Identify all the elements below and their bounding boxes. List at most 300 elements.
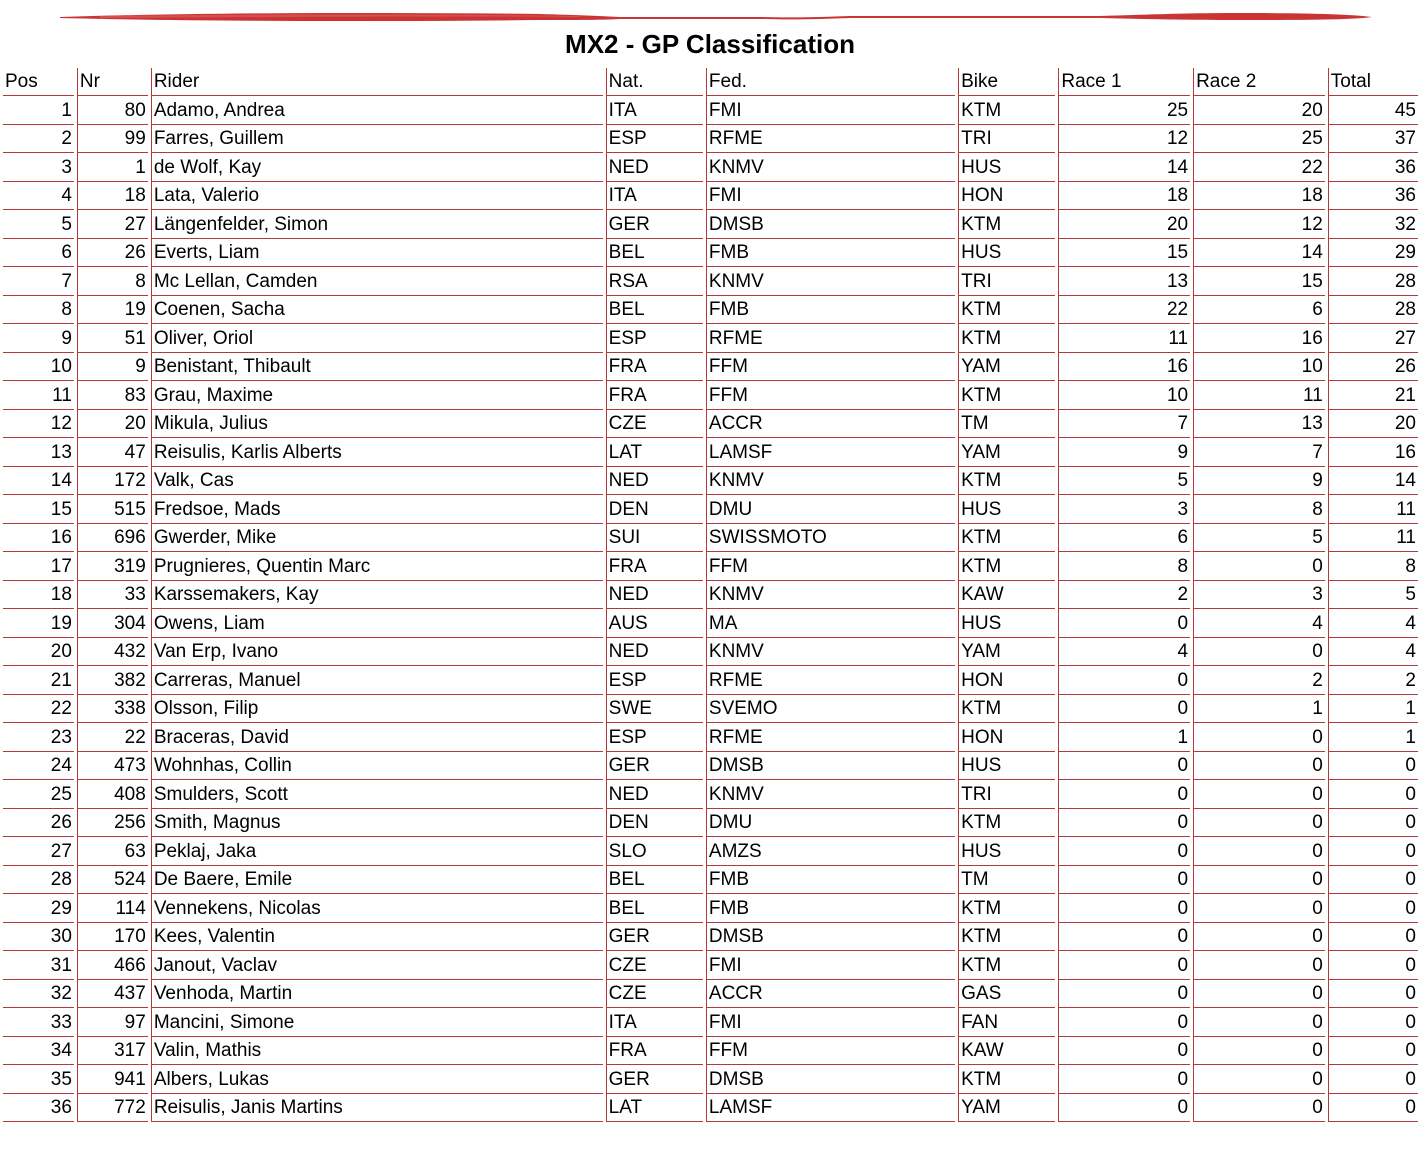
cell-race2: 5 — [1193, 524, 1325, 553]
cell-nr: 338 — [77, 695, 148, 724]
cell-nr: 33 — [77, 581, 148, 610]
cell-fed: SVEMO — [706, 695, 955, 724]
cell-rider: Peklaj, Jaka — [151, 837, 603, 866]
cell-bike: HUS — [958, 153, 1055, 182]
cell-bike: TRI — [958, 267, 1055, 296]
cell-nr: 97 — [77, 1008, 148, 1037]
cell-bike: FAN — [958, 1008, 1055, 1037]
cell-total: 0 — [1328, 809, 1418, 838]
cell-pos: 22 — [3, 695, 74, 724]
cell-pos: 5 — [3, 210, 74, 239]
cell-total: 0 — [1328, 894, 1418, 923]
cell-pos: 36 — [3, 1094, 74, 1123]
cell-nat: SUI — [606, 524, 703, 553]
cell-fed: SWISSMOTO — [706, 524, 955, 553]
cell-race1: 0 — [1058, 923, 1190, 952]
cell-race1: 18 — [1058, 182, 1190, 211]
cell-fed: KNMV — [706, 780, 955, 809]
cell-bike: KTM — [958, 809, 1055, 838]
table-row — [3, 125, 1418, 154]
cell-rider: Adamo, Andrea — [151, 96, 603, 125]
table-row — [3, 837, 1418, 866]
cell-race1: 22 — [1058, 296, 1190, 325]
cell-pos: 16 — [3, 524, 74, 553]
cell-rider: Benistant, Thibault — [151, 353, 603, 382]
cell-race2: 7 — [1193, 438, 1325, 467]
cell-bike: HON — [958, 666, 1055, 695]
cell-nat: BEL — [606, 239, 703, 268]
cell-nr: 170 — [77, 923, 148, 952]
cell-nat: LAT — [606, 438, 703, 467]
page-title: MX2 - GP Classification — [565, 29, 855, 59]
table-row — [3, 1094, 1418, 1123]
table-row — [3, 581, 1418, 610]
cell-pos: 13 — [3, 438, 74, 467]
table-row — [3, 524, 1418, 553]
cell-pos: 23 — [3, 723, 74, 752]
cell-nat: SLO — [606, 837, 703, 866]
cell-fed: ACCR — [706, 410, 955, 439]
cell-nr: 8 — [77, 267, 148, 296]
cell-nr: 172 — [77, 467, 148, 496]
cell-pos: 30 — [3, 923, 74, 952]
cell-bike: YAM — [958, 1094, 1055, 1123]
cell-race1: 20 — [1058, 210, 1190, 239]
cell-pos: 35 — [3, 1065, 74, 1094]
cell-pos: 28 — [3, 866, 74, 895]
cell-race2: 14 — [1193, 239, 1325, 268]
cell-nat: GER — [606, 1065, 703, 1094]
cell-total: 2 — [1328, 666, 1418, 695]
column-header-nat: Nat. — [606, 68, 703, 96]
cell-rider: Fredsoe, Mads — [151, 495, 603, 524]
cell-pos: 20 — [3, 638, 74, 667]
cell-total: 0 — [1328, 1008, 1418, 1037]
table-row — [3, 666, 1418, 695]
cell-total: 8 — [1328, 552, 1418, 581]
cell-pos: 14 — [3, 467, 74, 496]
cell-race2: 0 — [1193, 1065, 1325, 1094]
cell-bike: YAM — [958, 438, 1055, 467]
cell-race2: 0 — [1193, 837, 1325, 866]
cell-rider: De Baere, Emile — [151, 866, 603, 895]
table-row — [3, 381, 1418, 410]
cell-fed: FMB — [706, 296, 955, 325]
cell-total: 36 — [1328, 182, 1418, 211]
cell-bike: HUS — [958, 609, 1055, 638]
cell-race1: 0 — [1058, 866, 1190, 895]
cell-total: 1 — [1328, 695, 1418, 724]
cell-total: 0 — [1328, 1065, 1418, 1094]
cell-nr: 99 — [77, 125, 148, 154]
cell-race1: 3 — [1058, 495, 1190, 524]
cell-rider: Längenfelder, Simon — [151, 210, 603, 239]
cell-rider: Vennekens, Nicolas — [151, 894, 603, 923]
table-header-row — [3, 68, 1418, 96]
cell-nr: 524 — [77, 866, 148, 895]
cell-nr: 19 — [77, 296, 148, 325]
cell-race1: 7 — [1058, 410, 1190, 439]
cell-total: 21 — [1328, 381, 1418, 410]
table-row — [3, 410, 1418, 439]
cell-bike: KTM — [958, 96, 1055, 125]
cell-race1: 0 — [1058, 1037, 1190, 1066]
cell-bike: HUS — [958, 495, 1055, 524]
cell-fed: FFM — [706, 552, 955, 581]
cell-nr: 18 — [77, 182, 148, 211]
cell-nat: DEN — [606, 495, 703, 524]
column-header-race2: Race 2 — [1193, 68, 1325, 96]
cell-race1: 8 — [1058, 552, 1190, 581]
cell-pos: 18 — [3, 581, 74, 610]
table-row — [3, 182, 1418, 211]
cell-nat: ESP — [606, 723, 703, 752]
cell-fed: ACCR — [706, 980, 955, 1009]
cell-nat: ESP — [606, 324, 703, 353]
cell-pos: 27 — [3, 837, 74, 866]
table-row — [3, 1008, 1418, 1037]
cell-race1: 6 — [1058, 524, 1190, 553]
cell-bike: KTM — [958, 296, 1055, 325]
cell-nr: 256 — [77, 809, 148, 838]
cell-race1: 14 — [1058, 153, 1190, 182]
cell-nat: NED — [606, 153, 703, 182]
cell-rider: Smulders, Scott — [151, 780, 603, 809]
cell-pos: 10 — [3, 353, 74, 382]
cell-nr: 9 — [77, 353, 148, 382]
cell-rider: de Wolf, Kay — [151, 153, 603, 182]
cell-fed: RFME — [706, 723, 955, 752]
cell-race2: 13 — [1193, 410, 1325, 439]
cell-nat: GER — [606, 210, 703, 239]
cell-rider: Kees, Valentin — [151, 923, 603, 952]
cell-bike: TM — [958, 866, 1055, 895]
cell-bike: HUS — [958, 837, 1055, 866]
cell-total: 28 — [1328, 267, 1418, 296]
cell-total: 0 — [1328, 951, 1418, 980]
cell-race1: 13 — [1058, 267, 1190, 296]
cell-bike: KTM — [958, 524, 1055, 553]
cell-pos: 2 — [3, 125, 74, 154]
cell-rider: Wohnhas, Collin — [151, 752, 603, 781]
column-header-fed: Fed. — [706, 68, 955, 96]
cell-race1: 16 — [1058, 353, 1190, 382]
table-row — [3, 296, 1418, 325]
cell-total: 0 — [1328, 837, 1418, 866]
cell-nr: 466 — [77, 951, 148, 980]
cell-nr: 515 — [77, 495, 148, 524]
table-row — [3, 695, 1418, 724]
cell-rider: Oliver, Oriol — [151, 324, 603, 353]
cell-race1: 2 — [1058, 581, 1190, 610]
cell-total: 0 — [1328, 1094, 1418, 1123]
cell-race1: 12 — [1058, 125, 1190, 154]
cell-nat: FRA — [606, 552, 703, 581]
cell-pos: 33 — [3, 1008, 74, 1037]
table-row — [3, 1065, 1418, 1094]
cell-race2: 18 — [1193, 182, 1325, 211]
cell-nat: NED — [606, 581, 703, 610]
cell-fed: DMU — [706, 809, 955, 838]
table-row — [3, 951, 1418, 980]
cell-race2: 0 — [1193, 809, 1325, 838]
cell-race2: 2 — [1193, 666, 1325, 695]
column-header-pos: Pos — [3, 68, 74, 96]
cell-nr: 26 — [77, 239, 148, 268]
cell-total: 27 — [1328, 324, 1418, 353]
cell-fed: DMSB — [706, 752, 955, 781]
cell-fed: AMZS — [706, 837, 955, 866]
cell-fed: RFME — [706, 125, 955, 154]
cell-bike: HUS — [958, 752, 1055, 781]
cell-race2: 10 — [1193, 353, 1325, 382]
cell-race2: 0 — [1193, 1037, 1325, 1066]
table-row — [3, 438, 1418, 467]
cell-nr: 437 — [77, 980, 148, 1009]
cell-race2: 0 — [1193, 980, 1325, 1009]
cell-pos: 3 — [3, 153, 74, 182]
cell-rider: Coenen, Sacha — [151, 296, 603, 325]
table-row — [3, 353, 1418, 382]
cell-nr: 408 — [77, 780, 148, 809]
cell-pos: 31 — [3, 951, 74, 980]
cell-race2: 22 — [1193, 153, 1325, 182]
table-row — [3, 923, 1418, 952]
cell-rider: Mc Lellan, Camden — [151, 267, 603, 296]
cell-pos: 6 — [3, 239, 74, 268]
cell-rider: Lata, Valerio — [151, 182, 603, 211]
cell-race1: 0 — [1058, 1094, 1190, 1123]
classification-table — [0, 68, 1421, 1122]
cell-nr: 51 — [77, 324, 148, 353]
cell-bike: TRI — [958, 780, 1055, 809]
cell-rider: Grau, Maxime — [151, 381, 603, 410]
cell-rider: Janout, Vaclav — [151, 951, 603, 980]
cell-nat: CZE — [606, 951, 703, 980]
cell-total: 28 — [1328, 296, 1418, 325]
cell-total: 4 — [1328, 609, 1418, 638]
cell-total: 0 — [1328, 1037, 1418, 1066]
cell-race1: 0 — [1058, 1008, 1190, 1037]
cell-total: 5 — [1328, 581, 1418, 610]
cell-total: 20 — [1328, 410, 1418, 439]
cell-race2: 20 — [1193, 96, 1325, 125]
table-row — [3, 866, 1418, 895]
table-row — [3, 96, 1418, 125]
brush-stroke-banner — [60, 8, 1372, 24]
cell-total: 0 — [1328, 923, 1418, 952]
cell-race1: 0 — [1058, 1065, 1190, 1094]
cell-rider: Valk, Cas — [151, 467, 603, 496]
cell-total: 32 — [1328, 210, 1418, 239]
cell-pos: 32 — [3, 980, 74, 1009]
cell-nat: NED — [606, 467, 703, 496]
cell-nr: 317 — [77, 1037, 148, 1066]
cell-race1: 0 — [1058, 609, 1190, 638]
cell-nat: CZE — [606, 980, 703, 1009]
cell-total: 4 — [1328, 638, 1418, 667]
cell-pos: 9 — [3, 324, 74, 353]
table-row — [3, 980, 1418, 1009]
cell-race1: 0 — [1058, 951, 1190, 980]
cell-fed: FMB — [706, 894, 955, 923]
column-header-nr: Nr — [77, 68, 148, 96]
cell-nr: 63 — [77, 837, 148, 866]
cell-total: 14 — [1328, 467, 1418, 496]
cell-pos: 21 — [3, 666, 74, 695]
cell-nat: BEL — [606, 894, 703, 923]
cell-bike: KTM — [958, 467, 1055, 496]
cell-race2: 15 — [1193, 267, 1325, 296]
cell-rider: Mancini, Simone — [151, 1008, 603, 1037]
cell-pos: 11 — [3, 381, 74, 410]
cell-race2: 8 — [1193, 495, 1325, 524]
table-row — [3, 1037, 1418, 1066]
cell-bike: KTM — [958, 1065, 1055, 1094]
cell-rider: Braceras, David — [151, 723, 603, 752]
cell-bike: KTM — [958, 324, 1055, 353]
cell-race2: 9 — [1193, 467, 1325, 496]
cell-bike: KAW — [958, 581, 1055, 610]
cell-race2: 0 — [1193, 951, 1325, 980]
cell-race1: 11 — [1058, 324, 1190, 353]
cell-race2: 0 — [1193, 1094, 1325, 1123]
cell-total: 0 — [1328, 780, 1418, 809]
cell-race1: 0 — [1058, 894, 1190, 923]
table-row — [3, 153, 1418, 182]
cell-race1: 0 — [1058, 752, 1190, 781]
cell-race1: 0 — [1058, 666, 1190, 695]
cell-race2: 0 — [1193, 723, 1325, 752]
cell-nat: GER — [606, 752, 703, 781]
cell-bike: TRI — [958, 125, 1055, 154]
table-row — [3, 552, 1418, 581]
table-row — [3, 638, 1418, 667]
cell-bike: TM — [958, 410, 1055, 439]
cell-nat: FRA — [606, 381, 703, 410]
cell-nr: 47 — [77, 438, 148, 467]
cell-total: 0 — [1328, 980, 1418, 1009]
cell-bike: KTM — [958, 923, 1055, 952]
table-body — [3, 96, 1418, 1122]
cell-pos: 34 — [3, 1037, 74, 1066]
cell-nat: ITA — [606, 182, 703, 211]
cell-fed: KNMV — [706, 638, 955, 667]
cell-fed: KNMV — [706, 267, 955, 296]
cell-bike: HON — [958, 182, 1055, 211]
cell-nat: GER — [606, 923, 703, 952]
cell-rider: Karssemakers, Kay — [151, 581, 603, 610]
cell-nr: 304 — [77, 609, 148, 638]
cell-nat: DEN — [606, 809, 703, 838]
cell-nr: 22 — [77, 723, 148, 752]
cell-rider: Olsson, Filip — [151, 695, 603, 724]
table-row — [3, 239, 1418, 268]
cell-pos: 8 — [3, 296, 74, 325]
cell-total: 29 — [1328, 239, 1418, 268]
cell-total: 45 — [1328, 96, 1418, 125]
table-row — [3, 467, 1418, 496]
cell-nr: 83 — [77, 381, 148, 410]
cell-race2: 4 — [1193, 609, 1325, 638]
cell-race1: 0 — [1058, 809, 1190, 838]
cell-fed: DMSB — [706, 1065, 955, 1094]
cell-nr: 27 — [77, 210, 148, 239]
table-row — [3, 809, 1418, 838]
table-row — [3, 609, 1418, 638]
cell-race1: 10 — [1058, 381, 1190, 410]
cell-race2: 6 — [1193, 296, 1325, 325]
cell-pos: 7 — [3, 267, 74, 296]
cell-fed: FMB — [706, 239, 955, 268]
cell-race2: 1 — [1193, 695, 1325, 724]
table-row — [3, 894, 1418, 923]
cell-race2: 16 — [1193, 324, 1325, 353]
cell-race2: 11 — [1193, 381, 1325, 410]
cell-rider: Gwerder, Mike — [151, 524, 603, 553]
cell-race1: 25 — [1058, 96, 1190, 125]
cell-race2: 25 — [1193, 125, 1325, 154]
cell-race1: 5 — [1058, 467, 1190, 496]
cell-pos: 1 — [3, 96, 74, 125]
cell-bike: KAW — [958, 1037, 1055, 1066]
cell-rider: Venhoda, Martin — [151, 980, 603, 1009]
cell-race2: 0 — [1193, 752, 1325, 781]
cell-total: 0 — [1328, 752, 1418, 781]
cell-total: 0 — [1328, 866, 1418, 895]
cell-nat: NED — [606, 780, 703, 809]
cell-race2: 0 — [1193, 923, 1325, 952]
cell-rider: Valin, Mathis — [151, 1037, 603, 1066]
cell-nat: FRA — [606, 353, 703, 382]
cell-pos: 12 — [3, 410, 74, 439]
cell-nr: 473 — [77, 752, 148, 781]
table-row — [3, 723, 1418, 752]
cell-race1: 0 — [1058, 837, 1190, 866]
cell-race2: 0 — [1193, 1008, 1325, 1037]
column-header-bike: Bike — [958, 68, 1055, 96]
cell-nr: 80 — [77, 96, 148, 125]
cell-bike: YAM — [958, 638, 1055, 667]
cell-rider: Albers, Lukas — [151, 1065, 603, 1094]
cell-rider: Reisulis, Karlis Alberts — [151, 438, 603, 467]
cell-nr: 696 — [77, 524, 148, 553]
cell-race1: 4 — [1058, 638, 1190, 667]
cell-nr: 382 — [77, 666, 148, 695]
cell-race1: 15 — [1058, 239, 1190, 268]
cell-nat: CZE — [606, 410, 703, 439]
cell-rider: Smith, Magnus — [151, 809, 603, 838]
table-row — [3, 780, 1418, 809]
cell-fed: KNMV — [706, 467, 955, 496]
cell-fed: FMB — [706, 866, 955, 895]
column-header-rider: Rider — [151, 68, 603, 96]
cell-rider: Farres, Guillem — [151, 125, 603, 154]
cell-bike: HON — [958, 723, 1055, 752]
cell-bike: KTM — [958, 381, 1055, 410]
cell-race2: 12 — [1193, 210, 1325, 239]
cell-fed: RFME — [706, 666, 955, 695]
cell-fed: FMI — [706, 951, 955, 980]
cell-nat: AUS — [606, 609, 703, 638]
cell-nat: ITA — [606, 96, 703, 125]
cell-bike: KTM — [958, 695, 1055, 724]
cell-nat: FRA — [606, 1037, 703, 1066]
cell-fed: LAMSF — [706, 1094, 955, 1123]
cell-total: 26 — [1328, 353, 1418, 382]
cell-rider: Carreras, Manuel — [151, 666, 603, 695]
cell-nr: 772 — [77, 1094, 148, 1123]
